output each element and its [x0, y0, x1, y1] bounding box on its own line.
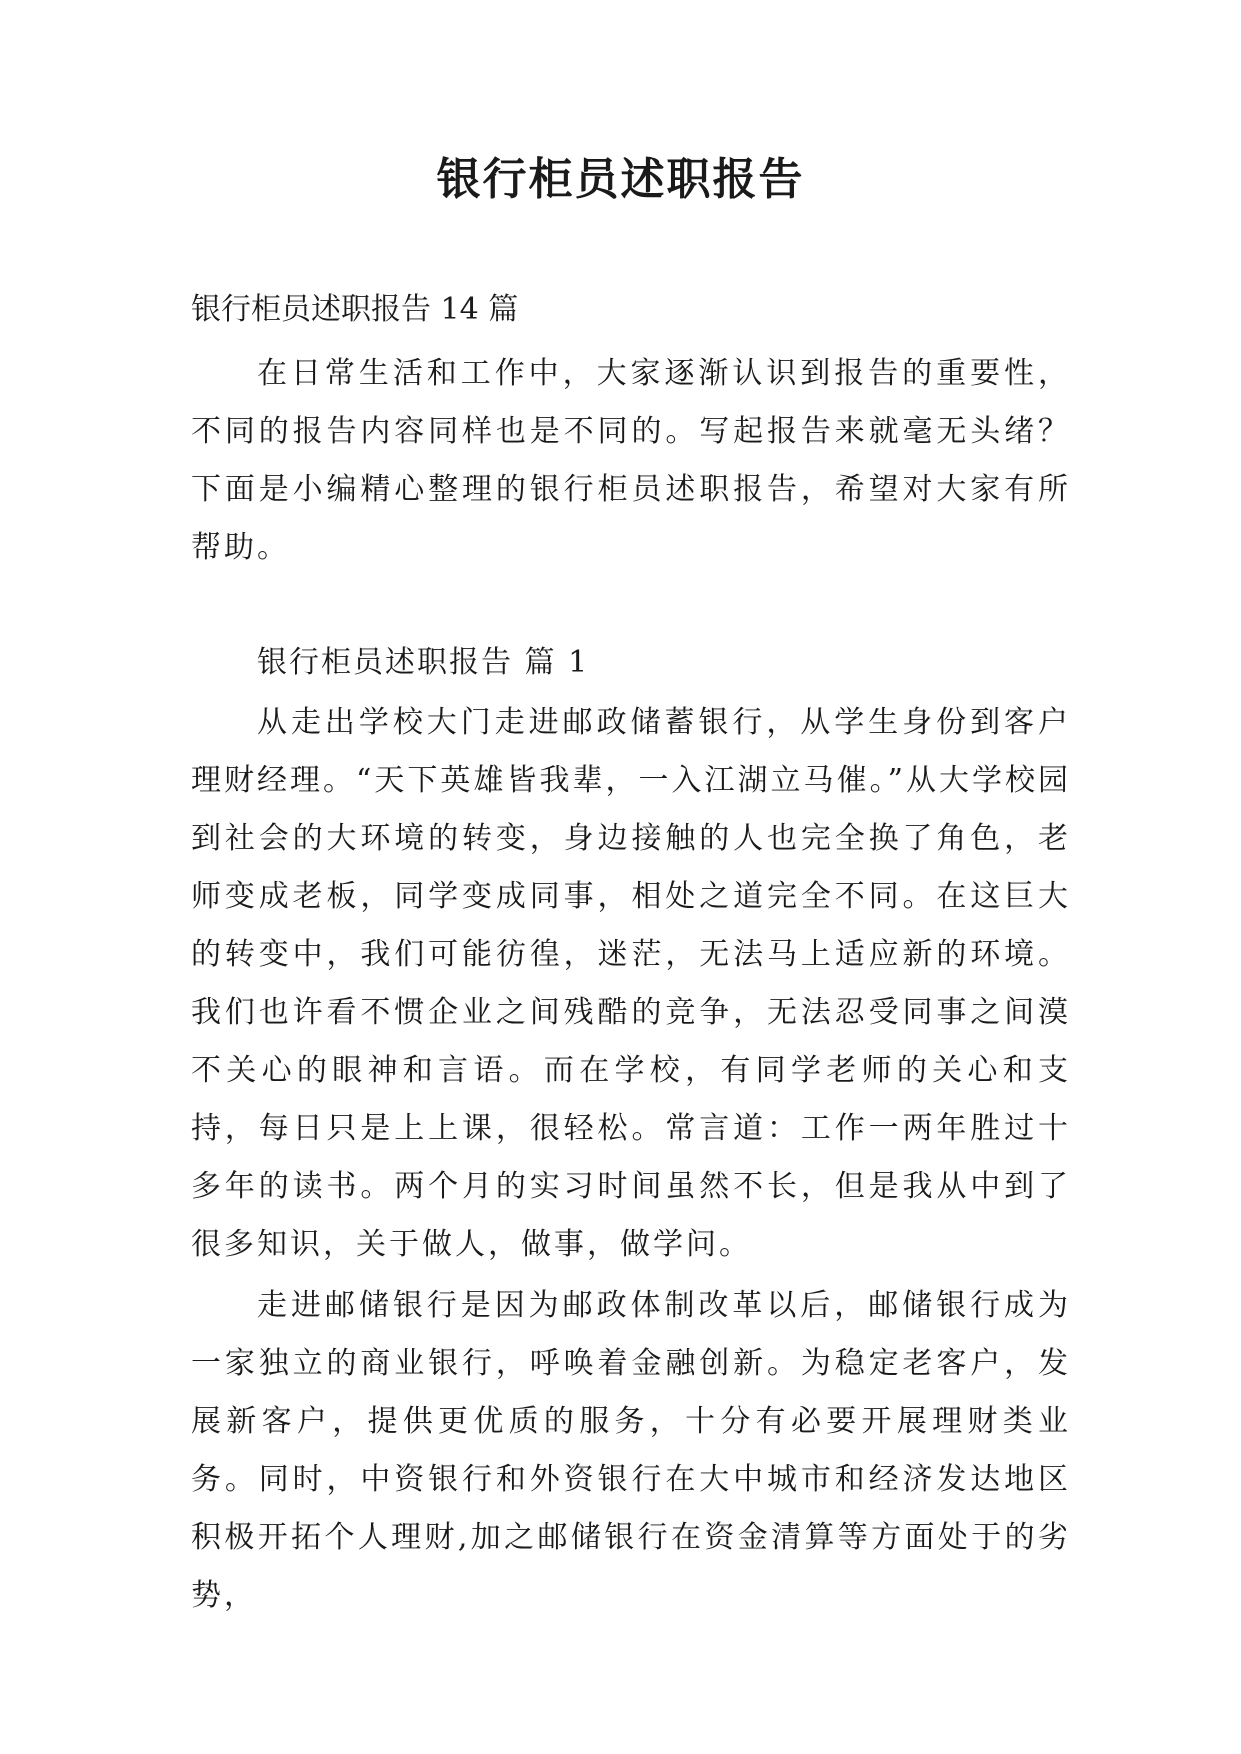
- section-heading: 银行柜员述职报告 篇 1: [257, 645, 590, 680]
- intro-paragraph: 在日常生活和工作中，大家逐渐认识到报告的重要性，不同的报告内容同样也是不同的。写起报告来就毫无头绪？下面是小编精心整理的银行柜员述职报告，希望对大家有所帮助。: [191, 356, 1071, 565]
- document-subtitle: 银行柜员述职报告 14 篇: [191, 292, 519, 327]
- body-paragraph: 从走出学校大门走进邮政储蓄银行，从学生身份到客户理财经理。“天下英雄皆我辈，一入江湖立马催。”从大学校园到社会的大环境的转变，身边接触的人也完全换了角色，老师变成老板，同学变成同事，相处之道完全不同。在这巨大的转变中，我们可能彷徨，迷茫，无法马上适应新的环境。我们也许看不惯企业之间残酷的竞争，无法忍受同事之间漠不关心的眼神和言语。而在学校，有同学老师的关心和支持，每日只是上上课，很轻松。常言道：工作一两年胜过十多年的读书。两个月的实习时间虽然不长，但是我从中到了很多知识，关于做人，做事，做学问。: [191, 705, 1071, 1262]
- document-title: 银行柜员述职报告: [436, 154, 805, 205]
- body-paragraph: 走进邮储银行是因为邮政体制改革以后，邮储银行成为一家独立的商业银行，呼唤着金融创新。为稳定老客户，发展新客户，提供更优质的服务，十分有必要开展理财类业务。同时，中资银行和外资银行在大中城市和经济发达地区积极开拓个人理财,加之邮储银行在资金清算等方面处于的劣势，: [191, 1288, 1071, 1613]
